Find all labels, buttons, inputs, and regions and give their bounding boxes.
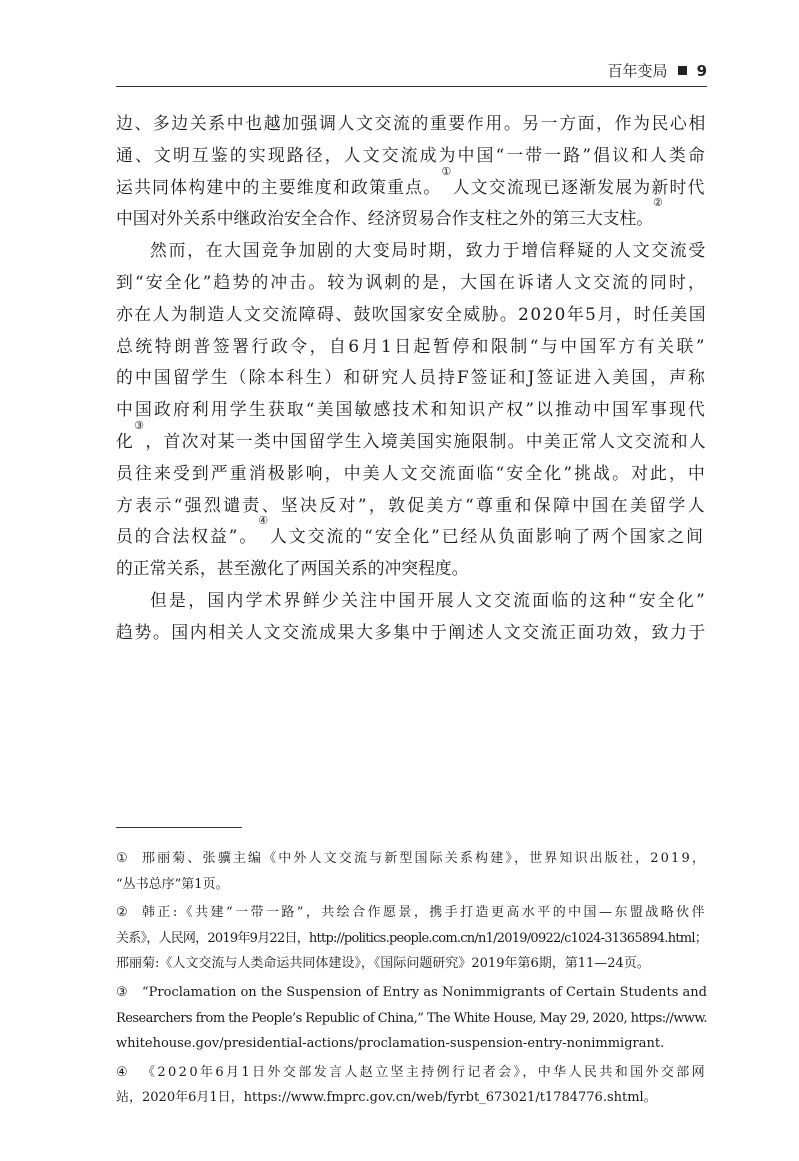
footnote-text: 《2020年6月1日外交部发言人赵立坚主持例行记者会》，中华人民共和国外交部网 <box>142 1064 707 1080</box>
body-text-segment: 中国对外关系中继政治安全合作、经济贸易合作支柱之外的第三大支柱。 <box>116 208 654 229</box>
footnote-line <box>116 900 707 926</box>
body-line <box>116 196 707 235</box>
footnote-text: whitehouse.gov/presidential-actions/proclamation-suspension-entry-nonimmigrant. <box>116 1036 665 1052</box>
body-line: 通、文明互鉴的实现路径，人文交流成为中国“一带一路”倡议和人类命 <box>116 144 707 165</box>
footnote-text: 韩正:《共建“一带一路”，共绘合作愿景，携手打造更高水平的中国—东盟战略伙伴 <box>142 905 707 921</box>
footnote-separator <box>116 827 242 828</box>
footnote-ref: ① <box>441 164 453 178</box>
footnote <box>116 900 707 977</box>
body-line: 化 ③ ，首次对某一类中国留学生入境美国实施限制。中美正常人文交流和人 <box>116 426 707 458</box>
body-line: 的中国留学生（除本科生）和研究人员持F签证和J签证进入美国，声称 <box>116 367 707 388</box>
footnote-text: 邢丽菊、张骥主编《中外人文交流与新型国际关系构建》，世界知识出版社，2019， <box>142 851 707 866</box>
footnote-marker: ④ <box>116 1064 128 1080</box>
footnote-text: 关系》，人民网，2019年9月22日，http://politics.people.com.cn/n1/2019/0922/c1024-31365894.html； <box>116 930 707 946</box>
footnote-ref: ② <box>653 196 663 210</box>
footnote-line <box>116 951 707 977</box>
footnote-ref: ④ <box>258 514 271 528</box>
running-header <box>608 60 707 81</box>
footnote-text: “丛书总序”第1页。 <box>116 876 229 892</box>
footnote-line <box>116 1006 707 1032</box>
body-line: 但是，国内学术界鲜少关注中国开展人文交流面临的这种“安全化” <box>150 589 707 610</box>
square-separator-icon <box>678 66 687 75</box>
body-text-segment: 的正常关系，甚至激化了两国关系的冲突程度。 <box>116 558 469 579</box>
footnote-text: 邢丽菊:《人文交流与人类命运共同体建设》，《国际问题研究》2019年第6期，第11—24页。 <box>116 956 650 972</box>
footnotes <box>116 846 707 1114</box>
footnote <box>116 980 707 1057</box>
footnote-marker: ① <box>116 851 128 866</box>
footnote-line <box>116 846 707 872</box>
body-line: 运共同体构建中的主要维度和政策重点。 ① 人文交流现已逐渐发展为新时代 <box>116 172 707 204</box>
body-line: 方表示“强烈谴责、坚决反对”，敦促美方“尊重和保障中国在美留学人 <box>116 494 707 515</box>
footnote-line <box>116 872 707 898</box>
body-line: 边、多边关系中也越加强调人文交流的重要作用。另一方面，作为民心相 <box>116 113 707 133</box>
body-line: 到“安全化”趋势的冲击。较为讽刺的是，大国在诉诸人文交流的同时， <box>116 271 707 292</box>
body-line: 趋势。国内相关人文交流成果大多集中于阐述人文交流正面功效，致力于 <box>116 621 707 642</box>
body-line <box>116 553 707 585</box>
body-line: 然而，在大国竞争加剧的大变局时期，致力于增信释疑的人文交流受 <box>150 240 707 261</box>
footnote-text: Researchers from the People’s Republic of China,” The White House, May 29, 2020, https://www. <box>116 1010 707 1026</box>
footnote-text: 站，2020年6月1日，https://www.fmprc.gov.cn/web/fyrbt_673021/t1784776.shtml。 <box>116 1090 657 1106</box>
footnote-line <box>116 1060 707 1086</box>
body-line: 总统特朗普签署行政令，自6月1日起暂停和限制“与中国军方有关联” <box>116 335 707 356</box>
footnote <box>116 1060 707 1111</box>
footnote-line <box>116 926 707 952</box>
body-line: 中国政府利用学生获取“美国敏感技术和知识产权”以推动中国军事现代 <box>116 399 707 420</box>
running-title: 百年变局 <box>607 62 668 80</box>
page-number: 9 <box>696 61 707 80</box>
header-rule <box>116 86 707 87</box>
footnote <box>116 846 707 897</box>
body-text <box>116 108 707 649</box>
footnote-text: “Proclamation on the Suspension of Entry as Nonimmigrants of Certain Students and <box>142 984 707 1000</box>
body-line: 亦在人为制造人文交流障碍、鼓吹国家安全威胁。2020年5月，时任美国 <box>116 303 707 324</box>
footnote-marker: ② <box>116 905 128 921</box>
body-line: 员的合法权益”。 ④ 人文交流的“安全化”已经从负面影响了两个国家之间 <box>116 521 707 553</box>
footnote-ref: ③ <box>134 418 146 432</box>
footnote-marker: ③ <box>116 984 128 1000</box>
footnote-line <box>116 1085 707 1111</box>
footnote-line <box>116 980 707 1006</box>
footnote-line <box>116 1031 707 1057</box>
body-line: 员往来受到严重消极影响，中美人文交流面临“安全化”挑战。对此，中 <box>116 462 707 483</box>
